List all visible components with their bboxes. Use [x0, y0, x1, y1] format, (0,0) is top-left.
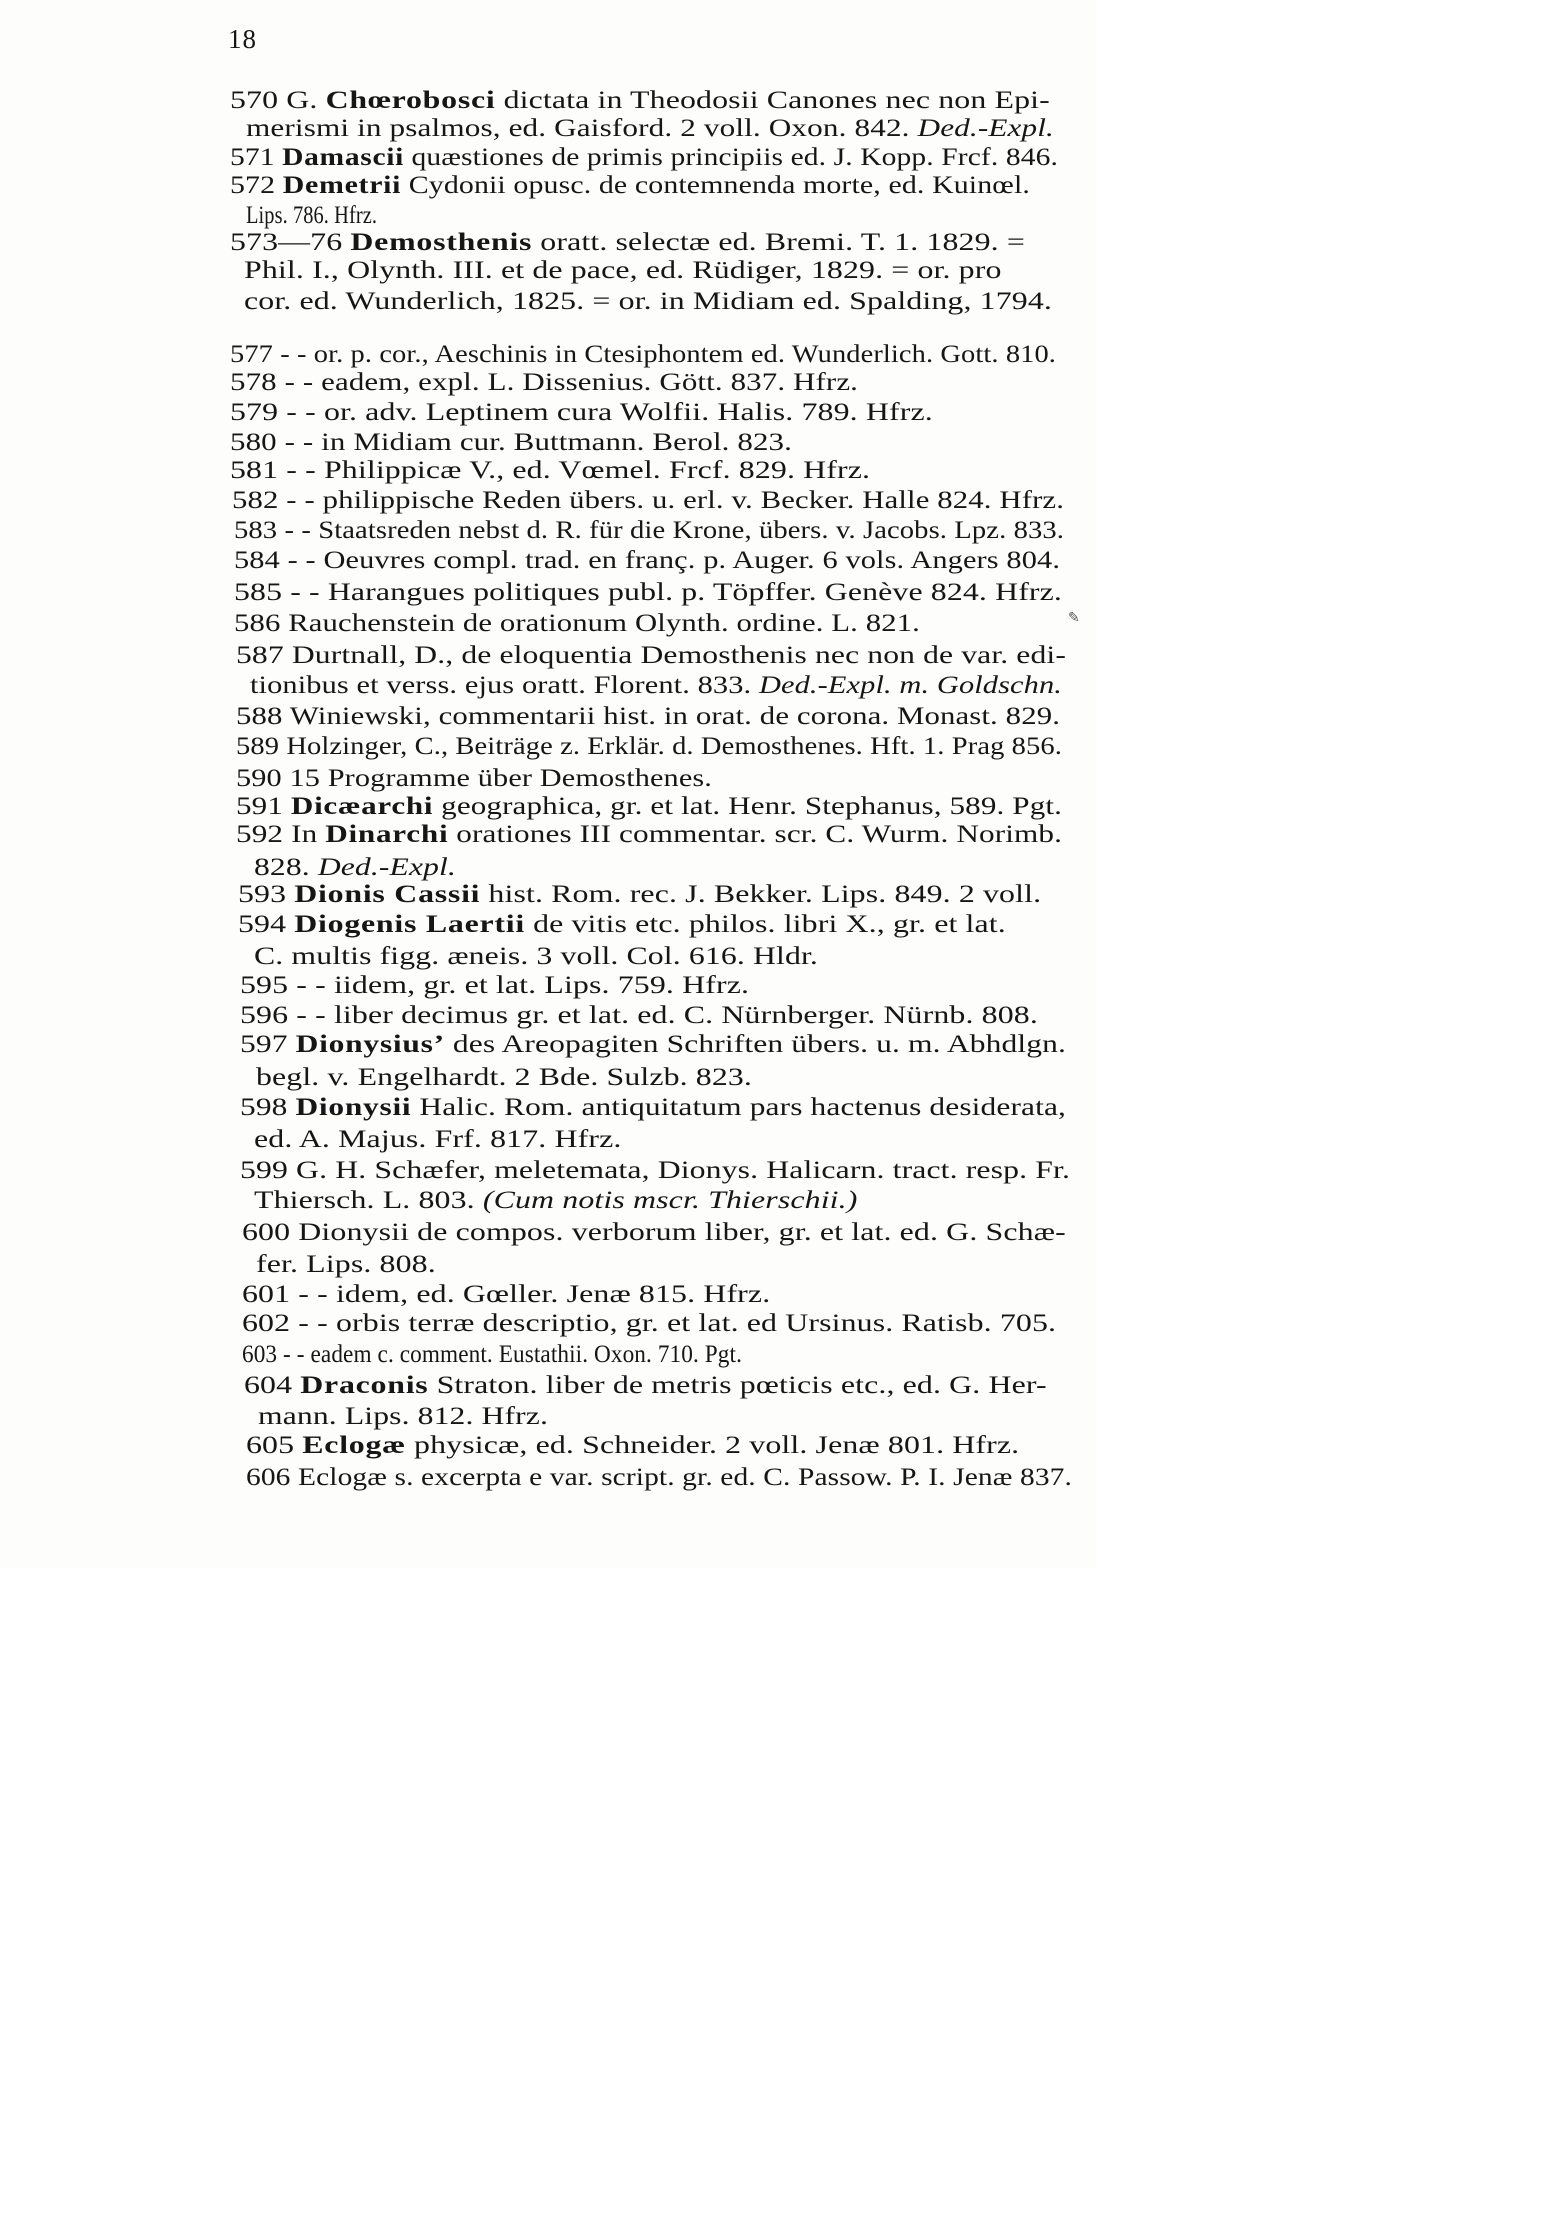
- catalog-line: [254, 853, 456, 881]
- entry-text: merismi in psalmos, ed. Gaisford. 2 voll. Oxon. 842.: [246, 113, 918, 142]
- catalog-line: [244, 287, 1052, 315]
- entry-text: 594: [238, 909, 295, 938]
- catalog-line: [256, 1063, 752, 1091]
- entry-text: mann. Lips. 812. Hfrz.: [258, 1401, 549, 1430]
- entry-text: 605: [246, 1430, 303, 1459]
- catalog-line: [230, 340, 1056, 368]
- entry-author-name: Diogenis Laertii: [294, 909, 525, 938]
- catalog-line: [242, 1218, 1066, 1246]
- entry-text: 585 - - Harangues politiques publ. p. Töpffer. Genève 824. Hfrz.: [234, 577, 1062, 606]
- entry-text: 584 - - Oeuvres compl. trad. en franç. p. Auger. 6 vols. Angers 804.: [234, 545, 1061, 574]
- catalog-line: [238, 880, 1041, 908]
- entry-text: ed. A. Majus. Frf. 817. Hfrz.: [254, 1124, 622, 1153]
- entry-note: Ded.-Expl.: [917, 113, 1054, 142]
- entry-text: C. multis figg. æneis. 3 voll. Col. 616. Hldr.: [254, 941, 819, 970]
- catalog-entries: [0, 0, 1096, 1568]
- entry-text: 580 - - in Midiam cur. Buttmann. Berol. 823.: [230, 427, 793, 456]
- entry-text: 593: [238, 879, 295, 908]
- catalog-line: [230, 171, 1030, 199]
- catalog-line: [238, 910, 1006, 938]
- entry-text: 586 Rauchenstein de orationum Olynth. ordine. L. 821.: [234, 608, 920, 637]
- entry-text: 602 - - orbis terræ descriptio, gr. et lat. ed Ursinus. Ratisb. 705.: [242, 1308, 1057, 1337]
- entry-text: 581 - - Philippicæ V., ed. Vœmel. Frcf. 829. Hfrz.: [230, 455, 871, 484]
- catalog-line: [240, 971, 749, 999]
- entry-text: 571: [230, 142, 283, 171]
- entry-text: Phil. I., Olynth. III. et de pace, ed. Rüdiger, 1829. = or. pro: [244, 255, 1002, 284]
- entry-author-name: Dicæarchi: [290, 791, 434, 820]
- catalog-line: [234, 546, 1060, 574]
- entry-author-name: Dionysius’: [295, 1029, 445, 1058]
- entry-note: Ded.-Expl.: [317, 852, 456, 881]
- catalog-line: [254, 1125, 621, 1153]
- catalog-line: [234, 578, 1062, 606]
- catalog-line: [236, 702, 1060, 730]
- entry-author-name: Demetrii: [282, 170, 402, 199]
- entry-text: 590 15 Programme über Demosthenes.: [236, 763, 712, 792]
- catalog-line: [236, 641, 1066, 669]
- catalog-line: [258, 1402, 548, 1430]
- catalog-line: [250, 671, 1062, 699]
- entry-author-name: Damascii: [282, 142, 405, 171]
- scanned-catalog-page: [0, 0, 1096, 1568]
- catalog-line: [240, 1001, 1038, 1029]
- entry-text: Straton. liber de metris pœticis etc., ed. G. Her-: [428, 1370, 1047, 1399]
- catalog-line: [230, 368, 858, 396]
- catalog-line: [246, 1463, 1072, 1491]
- catalog-line: [254, 942, 818, 970]
- catalog-line: [232, 486, 1064, 514]
- entry-text: 601 - - idem, ed. Gœller. Jenæ 815. Hfrz.: [242, 1279, 771, 1308]
- catalog-line: [236, 820, 1062, 848]
- entry-text: 589 Holzinger, C., Beiträge z. Erklär. d. Demosthenes. Hft. 1. Prag 856.: [236, 731, 1063, 760]
- entry-text: begl. v. Engelhardt. 2 Bde. Sulzb. 823.: [256, 1062, 753, 1091]
- entry-text: physicæ, ed. Schneider. 2 voll. Jenæ 801. Hfrz.: [405, 1430, 1020, 1459]
- entry-text: 582 - - philippische Reden übers. u. erl. v. Becker. Halle 824. Hfrz.: [232, 485, 1065, 514]
- catalog-line: [236, 792, 1062, 820]
- catalog-line: [236, 764, 712, 792]
- entry-text: dictata in Theodosii Canones nec non Epi-: [495, 85, 1050, 114]
- catalog-line: [240, 1156, 1070, 1184]
- entry-text: cor. ed. Wunderlich, 1825. = or. in Midiam ed. Spalding, 1794.: [244, 286, 1052, 315]
- entry-text: orationes III commentar. scr. C. Wurm. Norimb.: [448, 819, 1063, 848]
- entry-author-name: Demosthenis: [350, 227, 533, 256]
- catalog-line: [230, 428, 792, 456]
- entry-text: 600 Dionysii de compos. verborum liber, gr. et lat. ed. G. Schæ-: [242, 1217, 1066, 1246]
- catalog-line: [230, 228, 1025, 256]
- entry-text: 572: [230, 170, 283, 199]
- entry-text: 579 - - or. adv. Leptinem cura Wolfii. Halis. 789. Hfrz.: [230, 397, 933, 426]
- ink-mark: ✎: [1068, 611, 1080, 626]
- catalog-line: [234, 516, 1064, 544]
- entry-text: 606 Eclogæ s. excerpta e var. script. gr. ed. C. Passow. P. I. Jenæ 837.: [246, 1462, 1072, 1491]
- entry-text: des Areopagiten Schriften übers. u. m. Abhdlgn.: [444, 1029, 1067, 1058]
- entry-text: geographica, gr. et lat. Henr. Stephanus, 589. Pgt.: [433, 791, 1063, 820]
- entry-text: tionibus et verss. ejus oratt. Florent. 833.: [250, 670, 759, 699]
- entry-text: 598: [240, 1092, 296, 1121]
- entry-text: 595 - - iidem, gr. et lat. Lips. 759. Hfrz.: [240, 970, 750, 999]
- entry-author-name: Chœrobosci: [325, 85, 496, 114]
- entry-author-name: Draconis: [300, 1370, 429, 1399]
- entry-text: 828.: [254, 852, 318, 881]
- entry-author-name: Dionysii: [295, 1092, 412, 1121]
- entry-text: Lips. 786. Hfrz.: [246, 200, 378, 229]
- entry-author-name: Dinarchi: [325, 819, 449, 848]
- entry-text: 599 G. H. Schæfer, meletemata, Dionys. Halicarn. tract. resp. Fr.: [240, 1155, 1071, 1184]
- entry-text: de vitis etc. philos. libri X., gr. et lat.: [524, 909, 1006, 938]
- entry-text: 573—76: [230, 227, 351, 256]
- entry-text: fer. Lips. 808.: [256, 1249, 436, 1278]
- entry-text: hist. Rom. rec. J. Bekker. Lips. 849. 2 voll.: [480, 879, 1042, 908]
- catalog-line: [230, 143, 1058, 171]
- entry-text: 591: [236, 791, 291, 820]
- entry-text: 597: [240, 1029, 296, 1058]
- entry-text: Thiersch. L. 803.: [254, 1185, 483, 1214]
- catalog-line: [242, 1309, 1056, 1337]
- entry-text: 592 In: [236, 819, 326, 848]
- catalog-line: [244, 1371, 1047, 1399]
- catalog-line: [240, 1093, 1066, 1121]
- catalog-line: [230, 398, 933, 426]
- entry-text: 596 - - liber decimus gr. et lat. ed. C. Nürnberger. Nürnb. 808.: [240, 1000, 1038, 1029]
- catalog-line: [254, 1186, 857, 1214]
- entry-text: 588 Winiewski, commentarii hist. in orat. de corona. Monast. 829.: [236, 701, 1061, 730]
- catalog-line: [230, 86, 1050, 114]
- catalog-line: [234, 609, 920, 637]
- catalog-line: [240, 1030, 1066, 1058]
- entry-text: 583 - - Staatsreden nebst d. R. für die Krone, übers. v. Jacobs. Lpz. 833.: [234, 515, 1065, 544]
- catalog-line: [242, 1340, 742, 1368]
- entry-author-name: Eclogæ: [302, 1430, 406, 1459]
- entry-text: 570 G.: [230, 85, 326, 114]
- entry-text: 587 Durtnall, D., de eloquentia Demosthenis nec non de var. edi-: [236, 640, 1066, 669]
- entry-text: 578 - - eadem, expl. L. Dissenius. Gött. 837. Hfrz.: [230, 367, 859, 396]
- catalog-line: [256, 1250, 436, 1278]
- entry-author-name: Dionis Cassii: [294, 879, 481, 908]
- entry-text: oratt. selectæ ed. Bremi. T. 1. 1829. =: [532, 227, 1025, 256]
- entry-text: Cydonii opusc. de contemnenda morte, ed. Kuinœl.: [401, 170, 1030, 199]
- entry-text: Halic. Rom. antiquitatum pars hactenus desiderata,: [411, 1092, 1067, 1121]
- entry-text: quæstiones de primis principiis ed. J. Kopp. Frcf. 846.: [404, 142, 1058, 171]
- entry-text: 577 - - or. p. cor., Aeschinis in Ctesiphontem ed. Wunderlich. Gott. 810.: [230, 339, 1057, 368]
- entry-text: 603 - - eadem c. comment. Eustathii. Oxon. 710. Pgt.: [242, 1339, 742, 1368]
- catalog-line: [246, 201, 377, 229]
- entry-note: (Cum notis mscr. Thierschii.): [482, 1185, 858, 1214]
- catalog-line: [230, 456, 870, 484]
- catalog-line: [246, 114, 1054, 142]
- entry-note: Ded.-Expl. m. Goldschn.: [758, 670, 1062, 699]
- catalog-line: [244, 256, 1002, 284]
- entry-text: 604: [244, 1370, 301, 1399]
- catalog-line: [242, 1280, 770, 1308]
- catalog-line: [236, 732, 1062, 760]
- catalog-line: [246, 1431, 1019, 1459]
- page-number: 18: [228, 24, 257, 54]
